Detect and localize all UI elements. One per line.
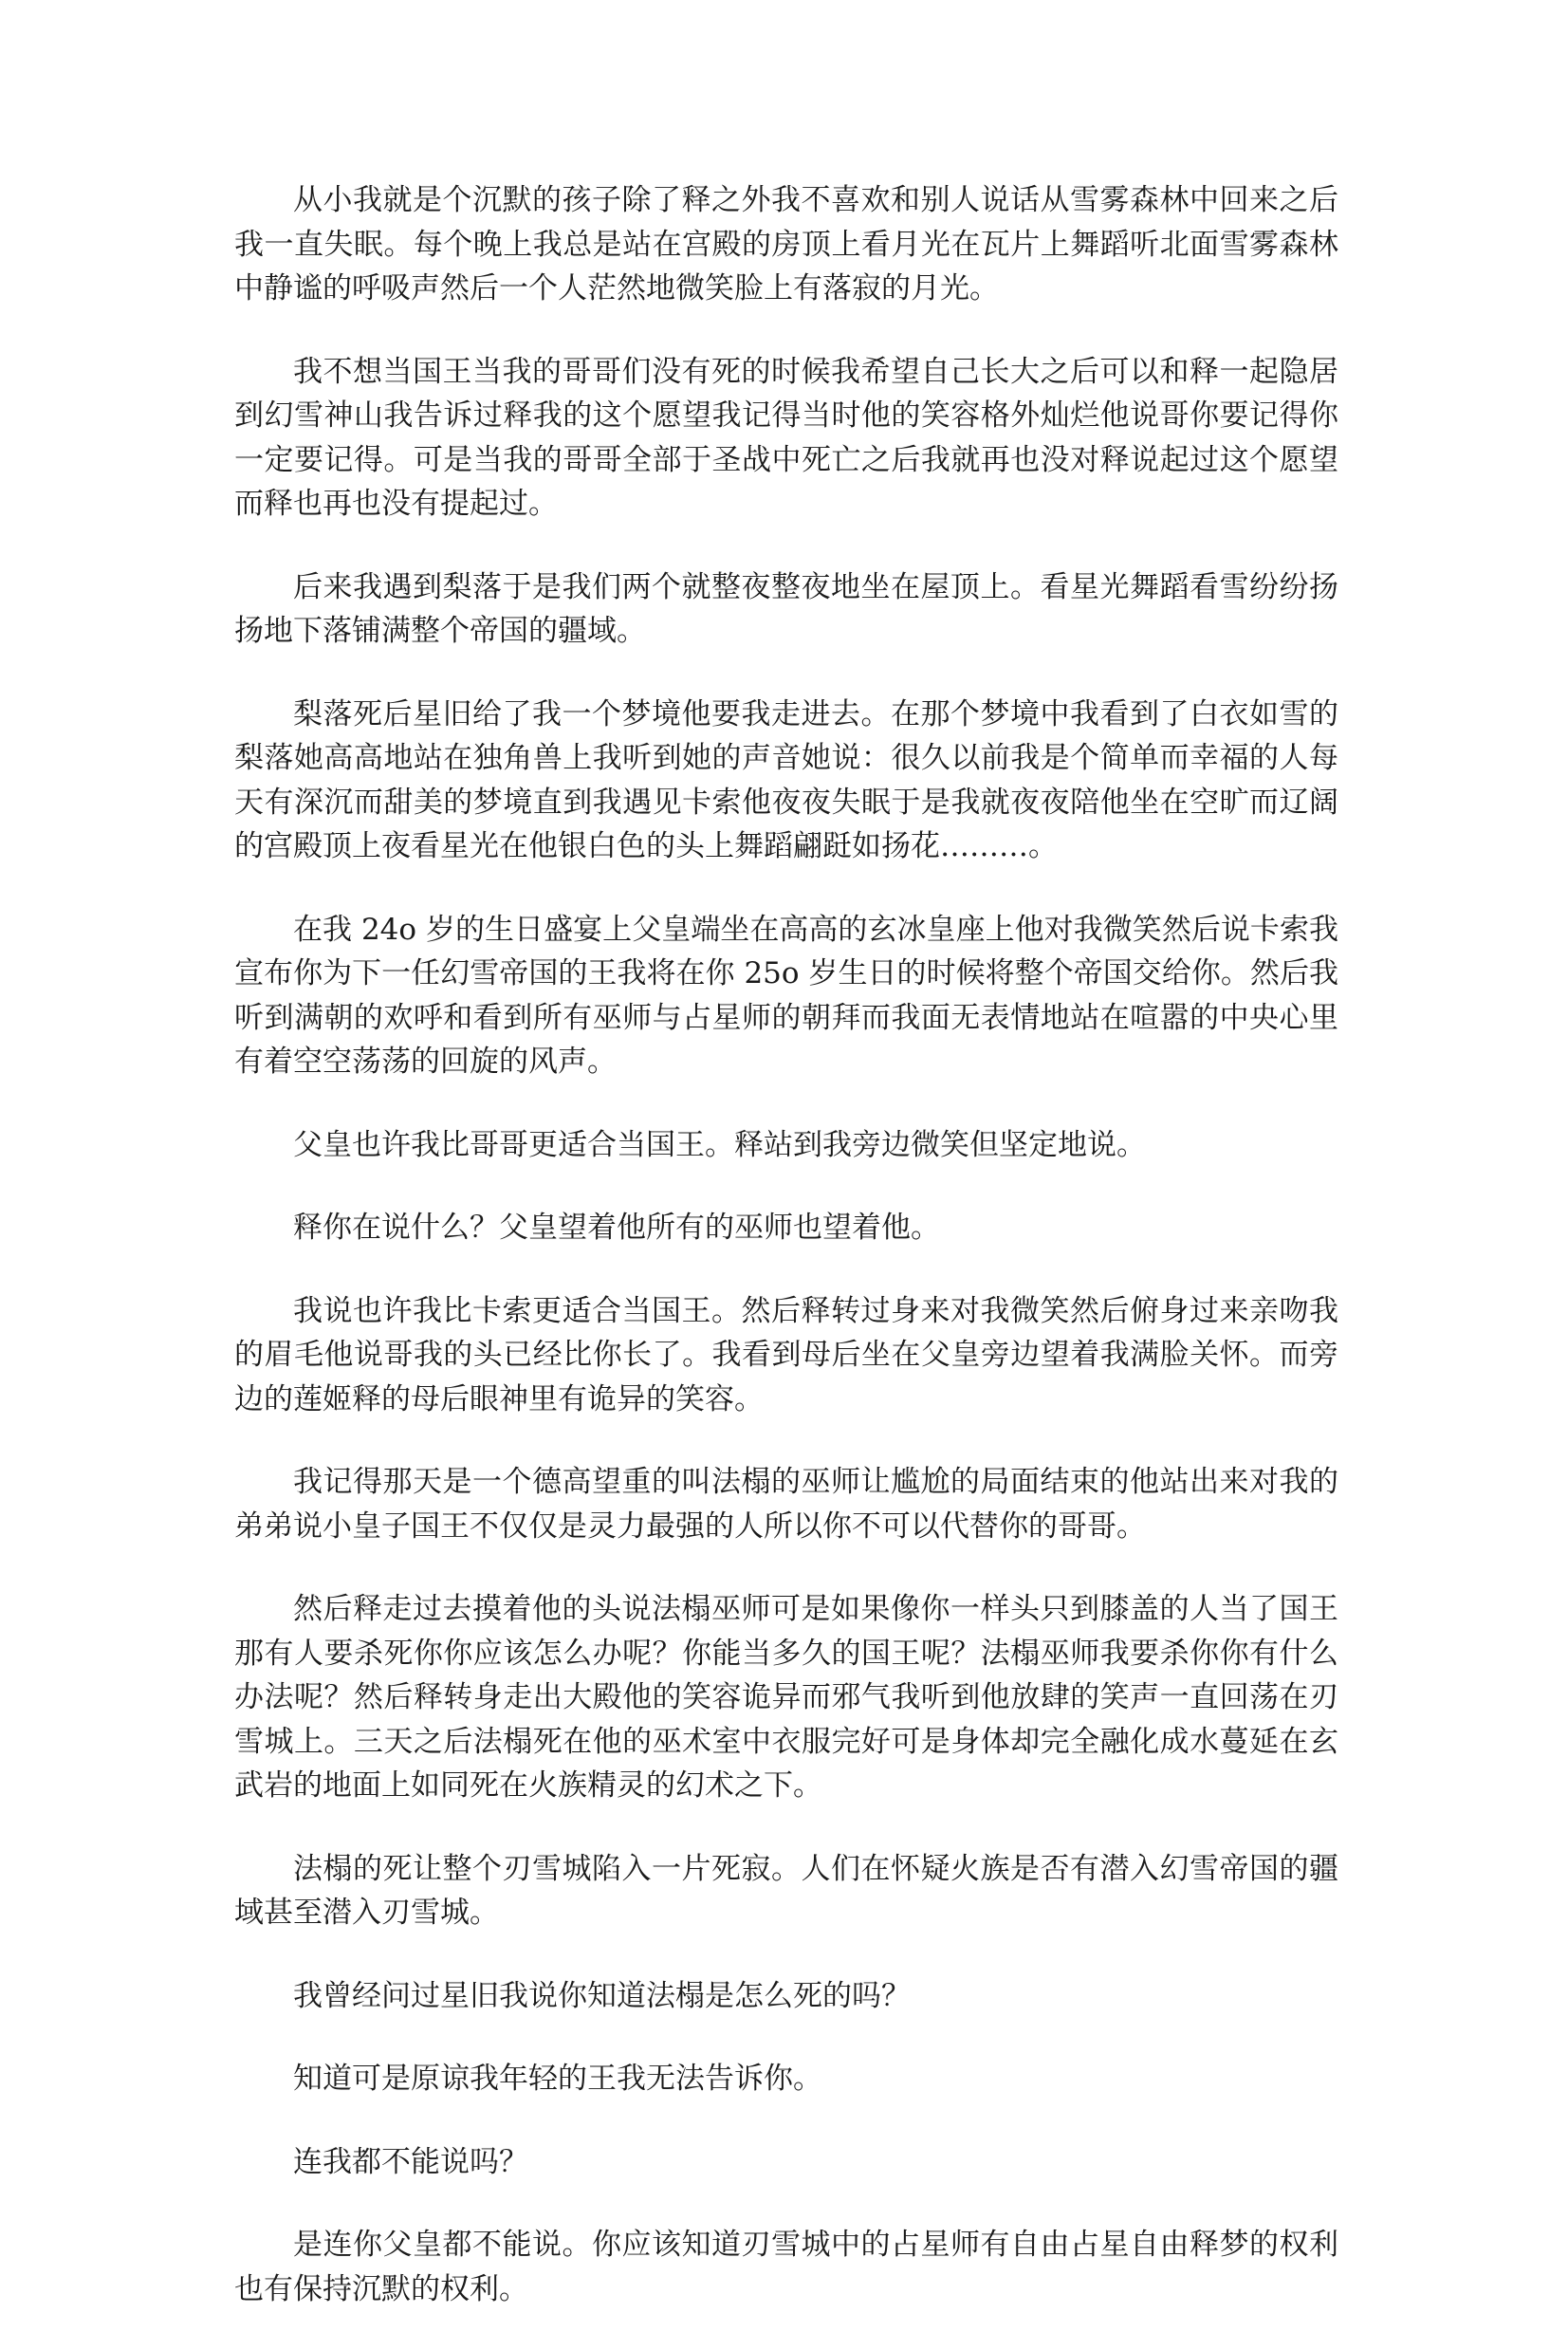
paragraph-2: 我不想当国王当我的哥哥们没有死的时候我希望自己长大之后可以和释一起隐居到幻雪神山我告诉过释我的这个愿望我记得当时他的笑容格外灿烂他说哥你要记得你一定要记得。可是当我的哥哥全部于圣战中死亡之后我就再也没对释说起过这个愿望而释也再也没有提起过。 <box>234 354 1338 521</box>
paragraph-15: 是连你父皇都不能说。你应该知道刃雪城中的占星师有自由占星自由释梦的权利也有保持沉默的权利。 <box>234 2228 1338 2306</box>
paragraph-4: 梨落死后星旧给了我一个梦境他要我走进去。在那个梦境中我看到了白衣如雪的梨落她高高地站在独角兽上我听到她的声音她说：很久以前我是个简单而幸福的人每天有深沉而甜美的梦境直到我遇见卡索他夜夜失眠于是我就夜夜陪他坐在空旷而辽阔的宫殿顶上夜看星光在他银白色的头上舞蹈翩跹如扬花………。 <box>234 696 1338 863</box>
paragraph-7: 释你在说什么？父皇望着他所有的巫师也望着他。 <box>293 1211 940 1245</box>
paragraph-13: 知道可是原谅我年轻的王我无法告诉你。 <box>293 2062 822 2096</box>
paragraph-1: 从小我就是个沉默的孩子除了释之外我不喜欢和别人说话从雪雾森林中回来之后我一直失眠。每个晚上我总是站在宫殿的房顶上看月光在瓦片上舞蹈听北面雪雾森林中静谧的呼吸声然后一个人茫然地微笑脸上有落寂的月光。 <box>234 183 1338 305</box>
paragraph-14: 连我都不能说吗？ <box>293 2144 528 2179</box>
document-body <box>234 178 1338 2350</box>
paragraph-12: 我曾经问过星旧我说你知道法榻是怎么死的吗？ <box>293 1978 911 2013</box>
paragraph-9: 我记得那天是一个德高望重的叫法榻的巫师让尴尬的局面结束的他站出来对我的弟弟说小皇子国王不仅仅是灵力最强的人所以你不可以代替你的哥哥。 <box>234 1465 1338 1544</box>
paragraph-5: 在我 24o 岁的生日盛宴上父皇端坐在高高的玄冰皇座上他对我微笑然后说卡索我宣布你为下一任幻雪帝国的王我将在你 25o 岁生日的时候将整个帝国交给你。然后我听到满朝的欢呼和看到所有巫师与占星师的朝拜而我面无表情地站在喧嚣的中央心里有着空空荡荡的回旋的风声。 <box>234 912 1338 1079</box>
paragraph-6: 父皇也许我比哥哥更适合当国王。释站到我旁边微笑但坚定地说。 <box>293 1127 1146 1162</box>
paragraph-10: 然后释走过去摸着他的头说法榻巫师可是如果像你一样头只到膝盖的人当了国王那有人要杀死你你应该怎么办呢？你能当多久的国王呢？法榻巫师我要杀你你有什么办法呢？然后释转身走出大殿他的笑容诡异而邪气我听到他放肆的笑声一直回荡在刃雪城上。三天之后法榻死在他的巫术室中衣服完好可是身体却完全融化成水蔓延在玄武岩的地面上如同死在火族精灵的幻术之下。 <box>234 1592 1338 1803</box>
paragraph-11: 法榻的死让整个刃雪城陷入一片死寂。人们在怀疑火族是否有潜入幻雪帝国的疆域甚至潜入刃雪城。 <box>234 1851 1338 1930</box>
paragraph-8: 我说也许我比卡索更适合当国王。然后释转过身来对我微笑然后俯身过来亲吻我的眉毛他说哥我的头已经比你长了。我看到母后坐在父皇旁边望着我满脸关怀。而旁边的莲姬释的母后眼神里有诡异的笑容。 <box>234 1293 1338 1416</box>
paragraph-3: 后来我遇到梨落于是我们两个就整夜整夜地坐在屋顶上。看星光舞蹈看雪纷纷扬扬地下落铺满整个帝国的疆域。 <box>234 569 1338 648</box>
